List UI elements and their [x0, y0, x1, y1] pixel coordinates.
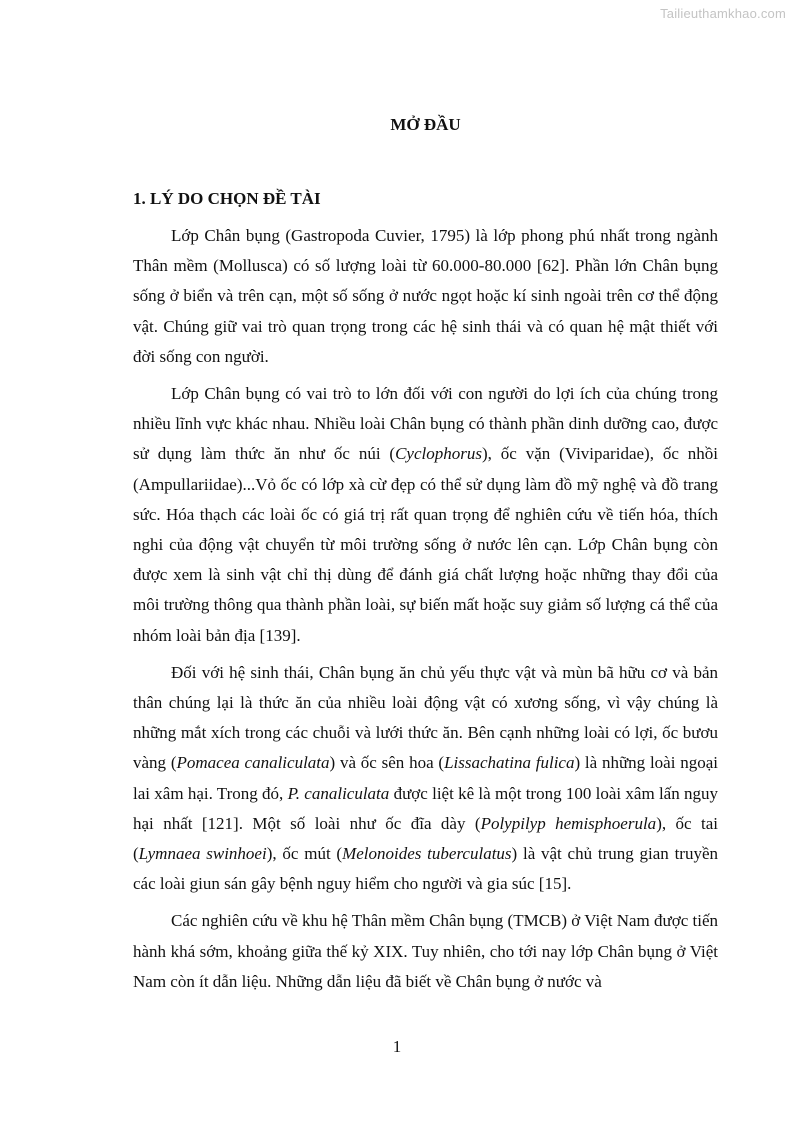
species-name: Lymnaea swinhoei: [138, 844, 267, 864]
body-paragraph: [133, 658, 718, 900]
body-paragraph: [133, 379, 718, 651]
body-paragraph: [133, 906, 718, 997]
page-body: [133, 110, 718, 997]
paragraph-text: được liệt kê là một trong 100 loài xâm lấn nguy hại nhất [121]. Một số loài như ốc đĩa dày (: [133, 783, 719, 833]
species-name: Pomacea canaliculata: [176, 753, 330, 773]
paragraph-text: ), ốc tai (: [133, 813, 718, 864]
body-paragraph: [133, 221, 718, 372]
paragraph-text: Các nghiên cứu về khu hệ Thân mềm Chân bụng (TMCB) ở Việt Nam được tiến hành khá sớm, khoảng giữa thế kỷ XIX. Tuy nhiên, cho tới nay lớp Chân bụng ở Việt Nam còn ít dẫn liệu. Những dẫn liệu đã biết về Chân bụng ở nước và: [133, 911, 719, 991]
paragraph-text: Đối với hệ sinh thái, Chân bụng ăn chủ yếu thực vật và mùn bã hữu cơ và bản thân chúng lại là thức ăn của nhiều loài động vật có xương sống, vì vậy chúng là những mắt xích trong các chuỗi và lưới thức ăn. Bên cạnh những loài có lợi, ốc bươu vàng (: [133, 662, 718, 773]
page-number: 1: [392, 1037, 402, 1056]
paragraph-text: ) là những loài ngoại lai xâm hại. Trong đó,: [133, 753, 718, 803]
paragraph-text: ) là vật chủ trung gian truyền các loài giun sán gây bệnh nguy hiểm cho người và gia súc [15].: [133, 844, 718, 894]
species-name: Polypilyp hemisphoerula: [480, 813, 657, 833]
watermark: Tailieuthamkhao.com: [660, 6, 786, 21]
paragraph-text: ), ốc vặn (Viviparidae), ốc nhồi (Ampullariidae)...Vỏ ốc có lớp xà cừ đẹp có thể sử dụng làm đồ mỹ nghệ và đồ trang sức. Hóa thạch các loài ốc có giá trị rất quan trọng để nghiên cứu về tiến hóa, thích nghi của động vật chuyển từ môi trường sống ở nước lên cạn. Lớp Chân bụng còn được xem là sinh vật chỉ thị dùng để đánh giá chất lượng hoặc những thay đổi của môi trường thông qua thành phần loài, sự biến mất hoặc suy giảm số lượng cá thể của nhóm loài bản địa [139].: [133, 444, 718, 645]
page-title: MỞ ĐẦU: [390, 115, 461, 134]
species-name: Cyclophorus: [395, 444, 482, 464]
section-heading: 1. LÝ DO CHỌN ĐỀ TÀI: [133, 189, 321, 208]
paragraph-text: ), ốc mút (: [266, 844, 343, 864]
paragraph-text: Lớp Chân bụng có vai trò to lớn đối với con người do lợi ích của chúng trong nhiều lĩnh vực khác nhau. Nhiều loài Chân bụng có thành phần dinh dưỡng cao, được sử dụng làm thức ăn như ốc núi (: [133, 384, 718, 464]
species-name: Lissachatina fulica: [444, 753, 575, 773]
body-paragraphs: [133, 221, 718, 997]
species-name: Melonoides tuberculatus: [342, 844, 512, 864]
species-name: P. canaliculata: [287, 783, 390, 803]
paragraph-text: Lớp Chân bụng (Gastropoda Cuvier, 1795) là lớp phong phú nhất trong ngành Thân mềm (Mollusca) có số lượng loài từ 60.000-80.000 [62]. Phần lớn Chân bụng sống ở biển và trên cạn, một số sống ở nước ngọt hoặc kí sinh ngoài trên cơ thể động vật. Chúng giữ vai trò quan trọng trong các hệ sinh thái và có quan hệ mật thiết với đời sống con người.: [133, 226, 718, 366]
paragraph-text: ) và ốc sên hoa (: [329, 753, 445, 773]
